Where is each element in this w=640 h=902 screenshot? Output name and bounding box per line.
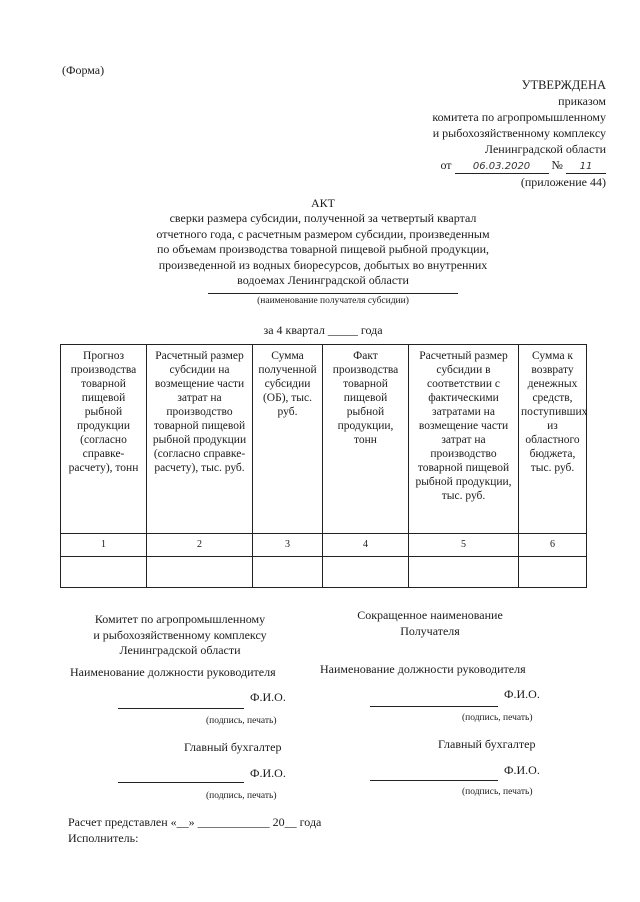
approval-line: и рыбохозяйственному комплексу xyxy=(432,126,606,140)
number-prefix: № xyxy=(551,158,563,172)
act-subtitle-line: сверки размера субсидии, полученной за четвертый квартал xyxy=(169,211,477,225)
table-header-cell: Сумма к возврату денежных средств, поступивших из областного бюджета, тыс. руб. xyxy=(519,345,587,534)
quarter-line: за 4 квартал _____ года xyxy=(263,323,383,337)
recipient-caption: (наименование получателя субсидии) xyxy=(257,296,409,306)
approval-date: 06.03.2020 xyxy=(455,161,549,174)
table-cell[interactable] xyxy=(323,557,409,588)
column-number: 3 xyxy=(253,534,323,557)
approval-title: УТВЕРЖДЕНА xyxy=(521,78,606,92)
column-number: 6 xyxy=(519,534,587,557)
approval-block xyxy=(346,77,606,190)
table-row xyxy=(61,557,587,588)
table-cell[interactable] xyxy=(519,557,587,588)
table-cell[interactable] xyxy=(61,557,147,588)
right-sign-line2 xyxy=(370,780,498,781)
approval-line: Ленинградской области xyxy=(484,142,606,156)
recipient-line xyxy=(208,293,458,294)
submitted-line: Расчет представлен «__» ____________ 20__ года xyxy=(68,815,322,829)
approval-date-line xyxy=(346,157,606,174)
approval-number: 11 xyxy=(566,161,606,174)
act-subtitle-line: отчетного года, с расчетным размером субсидии, произведенным xyxy=(156,226,490,241)
right-accountant: Главный бухгалтер xyxy=(438,737,536,751)
table-header-cell: Факт производства товарной пищевой рыбной продукции, тонн xyxy=(323,345,409,534)
act-title: АКТ xyxy=(311,196,335,210)
table-header-row xyxy=(61,345,587,534)
table-header-cell: Прогноз производства товарной пищевой рыбной продукции (согласно справке-расчету), тонн xyxy=(61,345,147,534)
table-header-cell: Сумма полученной субсидии (ОБ), тыс. руб. xyxy=(253,345,323,534)
left-org-line: Ленинградской области xyxy=(119,643,241,657)
right-sign-caption2: (подпись, печать) xyxy=(462,787,533,797)
right-fio2: Ф.И.О. xyxy=(504,763,540,777)
column-number: 5 xyxy=(409,534,519,557)
right-org xyxy=(330,608,530,639)
form-label: (Форма) xyxy=(62,63,105,77)
act-subtitle-line: произведенной из водных биоресурсов, добытых во внутренних xyxy=(158,257,488,272)
table-cell[interactable] xyxy=(253,557,323,588)
table-cell[interactable] xyxy=(409,557,519,588)
table-header-cell: Расчетный размер субсидии на возмещение части затрат на производство товарной пищевой рыбной продукции (согласно справке-расчету), тыс. руб. xyxy=(147,345,253,534)
executor-label: Исполнитель: xyxy=(68,831,139,845)
table-header-cell: Расчетный размер субсидии в соответствии с фактическими затратами на возмещение части затрат на производство товарной пищевой рыбной продукции, тыс. руб. xyxy=(409,345,519,534)
left-sign-line xyxy=(118,708,244,709)
left-accountant: Главный бухгалтер xyxy=(184,740,282,754)
left-org xyxy=(60,612,300,659)
table-cell[interactable] xyxy=(147,557,253,588)
right-org-line: Получателя xyxy=(400,623,460,638)
left-sign-caption: (подпись, печать) xyxy=(206,716,277,726)
right-sign-line xyxy=(370,706,498,707)
reconciliation-table xyxy=(60,344,587,588)
left-fio2: Ф.И.О. xyxy=(250,766,286,780)
approval-line: комитета по агропромышленному xyxy=(432,110,606,124)
left-org-line: Комитет по агропромышленному xyxy=(94,612,266,626)
left-sign-line2 xyxy=(118,782,244,783)
column-number: 2 xyxy=(147,534,253,557)
right-sign-caption: (подпись, печать) xyxy=(462,713,533,723)
table-number-row xyxy=(61,534,587,557)
appendix-label: (приложение 44) xyxy=(520,175,606,189)
left-org-line: и рыбохозяйственному комплексу xyxy=(93,627,267,642)
right-org-line: Сокращенное наименование xyxy=(357,608,503,622)
act-subtitle-line: водоемах Ленинградской области xyxy=(237,273,409,287)
left-sign-caption2: (подпись, печать) xyxy=(206,791,277,801)
column-number: 4 xyxy=(323,534,409,557)
approval-line: приказом xyxy=(558,94,606,108)
from-prefix: от xyxy=(440,158,452,172)
left-position: Наименование должности руководителя xyxy=(70,665,276,679)
right-fio: Ф.И.О. xyxy=(504,687,540,701)
act-subtitle-line: по объемам производства товарной пищевой рыбной продукции, xyxy=(157,242,489,256)
act-subtitle xyxy=(60,211,586,289)
column-number: 1 xyxy=(61,534,147,557)
left-fio: Ф.И.О. xyxy=(250,690,286,704)
right-position: Наименование должности руководителя xyxy=(320,662,526,676)
